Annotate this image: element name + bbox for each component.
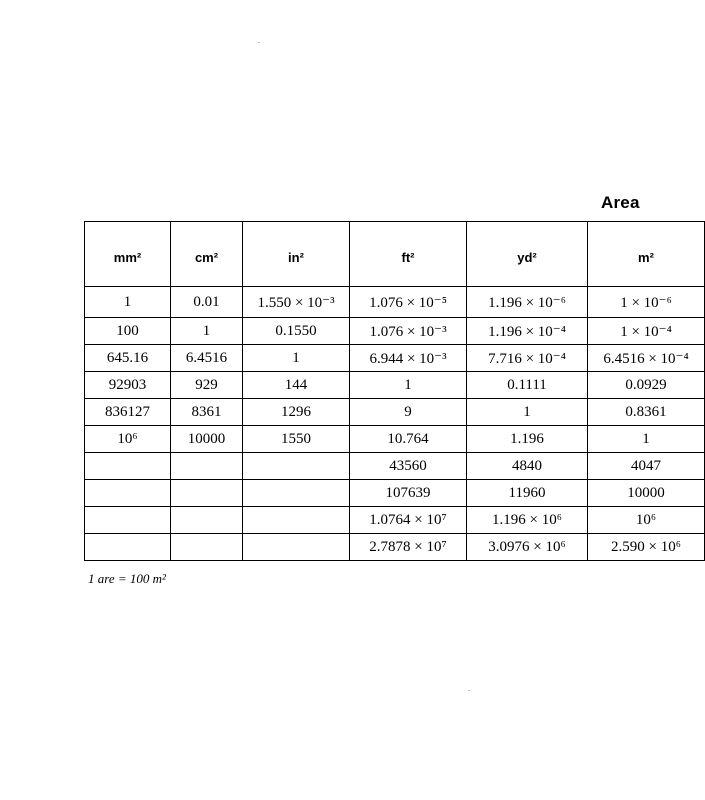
table-cell: 1.076 × 10⁻⁵ — [350, 287, 467, 318]
table-cell — [171, 453, 243, 480]
table-cell: 929 — [171, 372, 243, 399]
scan-speck — [468, 690, 470, 691]
table-cell — [243, 534, 350, 561]
table-row — [85, 507, 705, 534]
table-row — [85, 345, 705, 372]
header-cell: mm² — [85, 222, 171, 287]
table-cell: 4047 — [588, 453, 705, 480]
table-cell: 144 — [243, 372, 350, 399]
scan-speck — [258, 42, 260, 43]
table-cell: 9 — [350, 399, 467, 426]
table-cell: 645.16 — [85, 345, 171, 372]
table-cell: 1 — [350, 372, 467, 399]
table-cell: 107639 — [350, 480, 467, 507]
table-cell: 0.01 — [171, 287, 243, 318]
table-cell: 1.076 × 10⁻³ — [350, 318, 467, 345]
table-row — [85, 399, 705, 426]
table-cell: 1 — [467, 399, 588, 426]
table-cell — [171, 480, 243, 507]
table-cell: 0.0929 — [588, 372, 705, 399]
table-cell: 10⁶ — [588, 507, 705, 534]
table-cell: 1.550 × 10⁻³ — [243, 287, 350, 318]
table-cell: 92903 — [85, 372, 171, 399]
table-cell: 6.4516 — [171, 345, 243, 372]
table-cell: 10000 — [171, 426, 243, 453]
header-cell: m² — [588, 222, 705, 287]
table-cell: 10⁶ — [85, 426, 171, 453]
table-cell: 6.4516 × 10⁻⁴ — [588, 345, 705, 372]
page-title: Area — [601, 193, 640, 212]
table-cell — [85, 534, 171, 561]
table-cell — [85, 507, 171, 534]
table-row — [85, 453, 705, 480]
table-row — [85, 287, 705, 318]
table-cell: 1.196 × 10⁻⁴ — [467, 318, 588, 345]
table-cell — [171, 507, 243, 534]
table-cell: 3.0976 × 10⁶ — [467, 534, 588, 561]
table-cell: 7.716 × 10⁻⁴ — [467, 345, 588, 372]
header-cell: in² — [243, 222, 350, 287]
table-cell: 0.8361 — [588, 399, 705, 426]
table-cell: 0.1111 — [467, 372, 588, 399]
table-row — [85, 534, 705, 561]
footnote: 1 are = 100 m² — [88, 571, 166, 586]
table-cell — [243, 453, 350, 480]
table-cell: 11960 — [467, 480, 588, 507]
table-cell: 10000 — [588, 480, 705, 507]
table-row — [85, 318, 705, 345]
table-cell: 1.196 × 10⁶ — [467, 507, 588, 534]
table-cell — [243, 480, 350, 507]
header-cell: cm² — [171, 222, 243, 287]
table-cell: 1 × 10⁻⁶ — [588, 287, 705, 318]
table-cell — [243, 507, 350, 534]
table-cell: 1550 — [243, 426, 350, 453]
table-row — [85, 426, 705, 453]
conversion-table-container — [84, 221, 704, 561]
table-cell: 100 — [85, 318, 171, 345]
header-cell: yd² — [467, 222, 588, 287]
table-cell: 1296 — [243, 399, 350, 426]
table-cell: 1 — [85, 287, 171, 318]
table-cell: 2.7878 × 10⁷ — [350, 534, 467, 561]
table-cell — [85, 480, 171, 507]
table-cell: 1.196 × 10⁻⁶ — [467, 287, 588, 318]
table-cell — [85, 453, 171, 480]
table-cell: 2.590 × 10⁶ — [588, 534, 705, 561]
table-cell: 4840 — [467, 453, 588, 480]
table-cell: 6.944 × 10⁻³ — [350, 345, 467, 372]
table-cell: 1 — [243, 345, 350, 372]
table-cell: 0.1550 — [243, 318, 350, 345]
table-cell: 1 × 10⁻⁴ — [588, 318, 705, 345]
table-cell: 836127 — [85, 399, 171, 426]
table-cell: 1.196 — [467, 426, 588, 453]
table-row — [85, 372, 705, 399]
table-cell: 10.764 — [350, 426, 467, 453]
table-row — [85, 480, 705, 507]
table-cell — [171, 534, 243, 561]
table-cell: 8361 — [171, 399, 243, 426]
table-cell: 43560 — [350, 453, 467, 480]
header-row — [85, 222, 705, 287]
table-cell: 1.0764 × 10⁷ — [350, 507, 467, 534]
table-cell: 1 — [588, 426, 705, 453]
table-cell: 1 — [171, 318, 243, 345]
area-conversion-table — [84, 221, 705, 561]
header-cell: ft² — [350, 222, 467, 287]
